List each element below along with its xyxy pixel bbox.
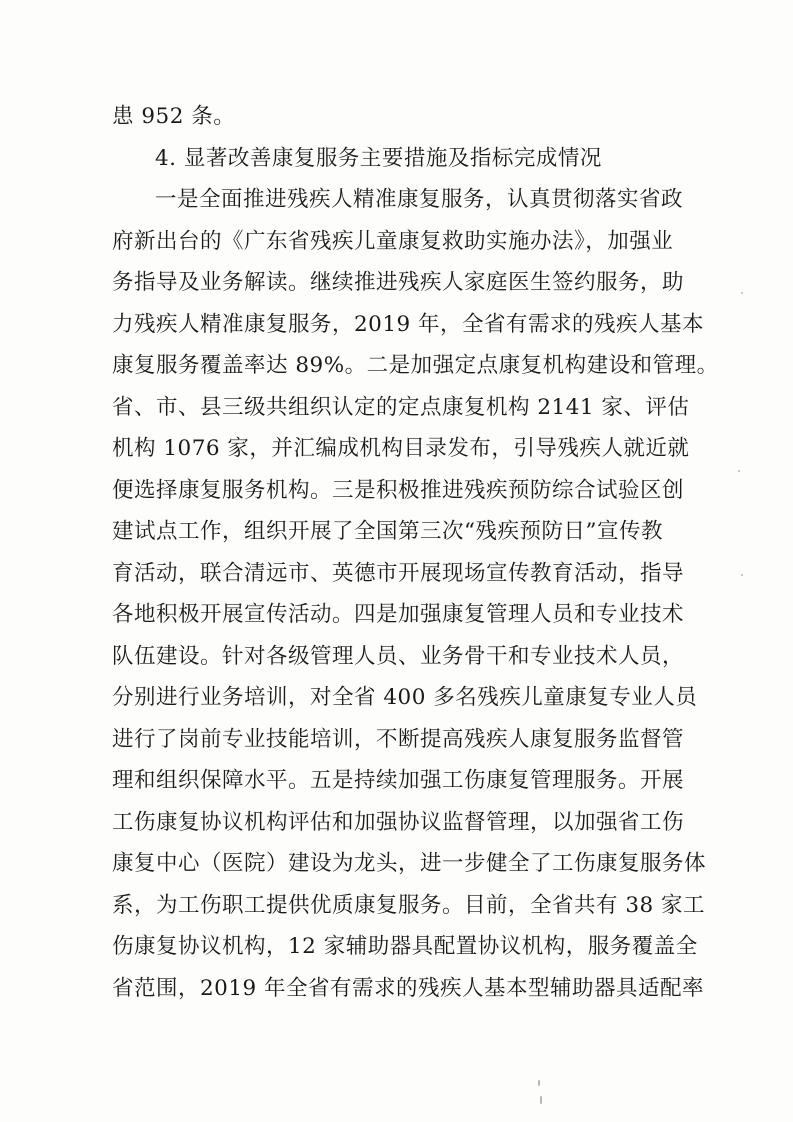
text-line: 府新出台的《广东省残疾儿童康复救助实施办法》，加强业 — [112, 228, 674, 254]
scan-speck — [741, 292, 743, 294]
text-line: 患 952 条。 — [112, 104, 236, 129]
text-line: 育活动，联合清远市、英德市开展现场宣传教育活动，指导 — [112, 560, 685, 586]
text-line: 建试点工作，组织开展了全国第三次“残疾预防日”宣传教 — [112, 519, 663, 544]
text-line: 力残疾人精准康复服务，2019 年，全省有需求的残疾人基本 — [112, 311, 705, 337]
text-line: 省、市、县三级共组织认定的定点康复机构 2141 家、评估 — [112, 394, 690, 420]
text-line: 务指导及业务解读。继续推进残疾人家庭医生签约服务，助 — [112, 270, 685, 295]
text-line: 省范围，2019 年全省有需求的残疾人基本型辅助器具适配率 — [112, 975, 705, 1001]
text-line: 工伤康复协议机构评估和加强协议监督管理，以加强省工伤 — [112, 809, 685, 835]
text-line: 分别进行业务培训，对全省 400 多名残疾儿童康复专业人员 — [112, 685, 698, 710]
text-line: 各地积极开展宣传活动。四是加强康复管理人员和专业技术 — [112, 602, 685, 627]
body-text — [112, 96, 719, 1009]
section-heading: 4. 显著改善康复服务主要措施及指标完成情况 — [155, 145, 602, 171]
text-line: 康复中心（医院）建设为龙头，进一步健全了工伤康复服务体 — [112, 851, 707, 876]
text-line: 系，为工伤职工提供优质康复服务。目前，全省共有 38 家工 — [112, 892, 706, 918]
text-line: 一是全面推进残疾人精准康复服务，认真贯彻落实省政 — [155, 187, 684, 212]
text-line: 进行了岗前专业技能培训，不断提高残疾人康复服务监督管 — [112, 726, 685, 752]
text-line: 康复服务覆盖率达 89%。二是加强定点康复机构建设和管理。 — [112, 353, 719, 378]
text-line: 便选择康复服务机构。三是积极推进残疾预防综合试验区创 — [112, 477, 685, 503]
scan-speck — [741, 574, 743, 576]
scan-speck — [540, 1096, 542, 1104]
text-line: 队伍建设。针对各级管理人员、业务骨干和专业技术人员， — [112, 643, 685, 669]
text-line: 理和组织保障水平。五是持续加强工伤康复管理服务。开展 — [112, 768, 685, 793]
text-line: 伤康复协议机构，12 家辅助器具配置协议机构，服务覆盖全 — [112, 934, 698, 959]
scan-speck — [738, 470, 740, 472]
scan-speck — [538, 1080, 540, 1086]
text-line: 机构 1076 家，并汇编成机构目录发布，引导残疾人就近就 — [112, 436, 690, 461]
